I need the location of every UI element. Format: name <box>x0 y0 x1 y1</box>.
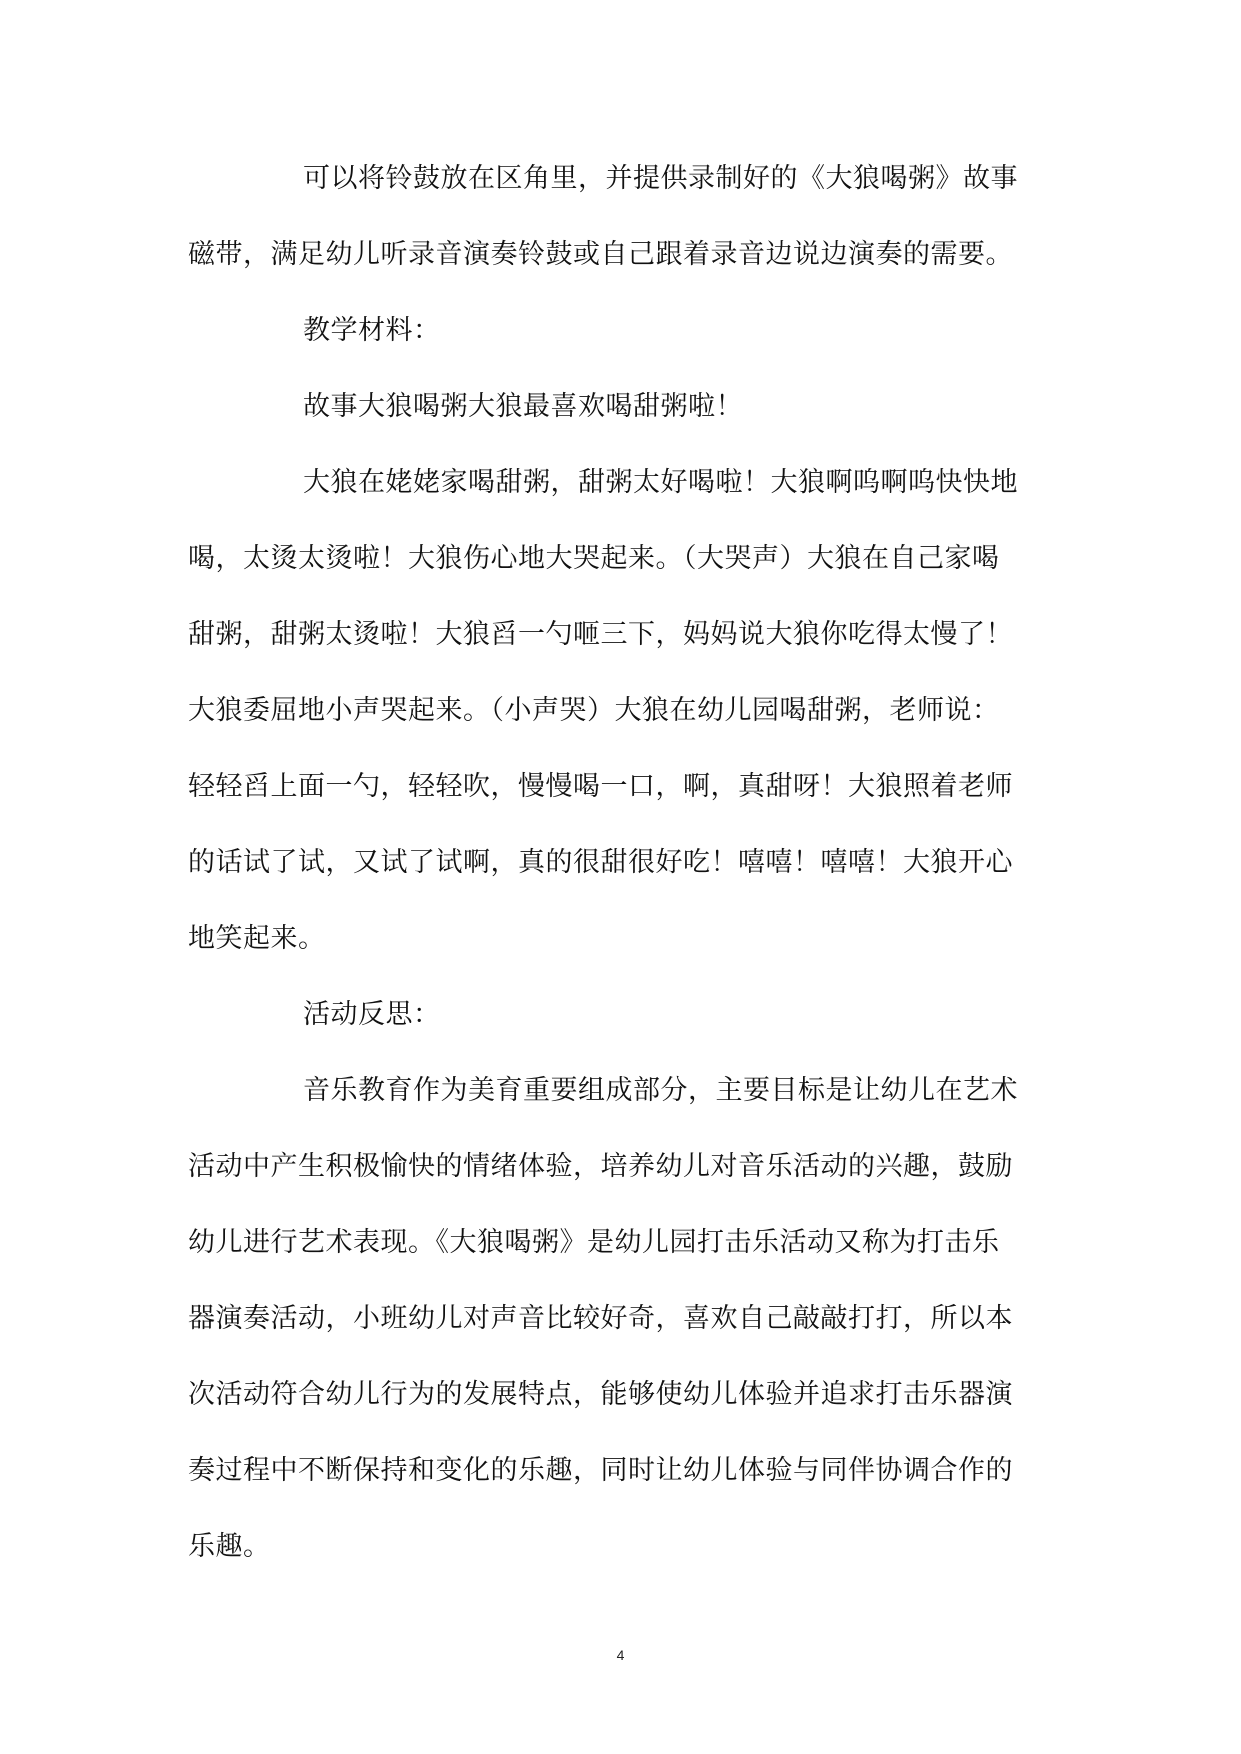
text-line: 大狼委屈地小声哭起来。（小声哭）大狼在幼儿园喝甜粥，老师说： <box>188 695 1000 726</box>
paragraph-story-body <box>188 445 1058 977</box>
text-line: 次活动符合幼儿行为的发展特点，能够使幼儿体验并追求打击乐器演 <box>188 1379 1013 1410</box>
text-line: 甜粥，甜粥太烫啦！大狼舀一勺咂三下，妈妈说大狼你吃得太慢了！ <box>188 619 1013 650</box>
heading-teaching-materials <box>188 293 1058 369</box>
text-line: 的话试了试，又试了试啊，真的很甜很好吃！嘻嘻！嘻嘻！大狼开心 <box>188 847 1013 878</box>
text-line: 乐趣。 <box>188 1531 271 1562</box>
paragraph-story-title <box>188 369 1058 445</box>
body-text <box>188 141 1058 1585</box>
text-line: 幼儿进行艺术表现。《大狼喝粥》是幼儿园打击乐活动又称为打击乐 <box>188 1227 1000 1258</box>
text-line: 轻轻舀上面一勺，轻轻吹，慢慢喝一口，啊，真甜呀！大狼照着老师 <box>188 771 1013 802</box>
text-line: 地笑起来。 <box>188 923 326 954</box>
text-line: 音乐教育作为美育重要组成部分，主要目标是让幼儿在艺术 <box>303 1075 1018 1106</box>
text-line: 奏过程中不断保持和变化的乐趣，同时让幼儿体验与同伴协调合作的 <box>188 1455 1013 1486</box>
text-line: 教学材料： <box>303 315 441 346</box>
text-line: 大狼在姥姥家喝甜粥，甜粥太好喝啦！大狼啊呜啊呜快快地 <box>303 467 1018 498</box>
text-line: 故事大狼喝粥大狼最喜欢喝甜粥啦！ <box>303 391 743 422</box>
text-line: 磁带，满足幼儿听录音演奏铃鼓或自己跟着录音边说边演奏的需要。 <box>188 239 1013 270</box>
text-line: 喝，太烫太烫啦！大狼伤心地大哭起来。（大哭声）大狼在自己家喝 <box>188 543 1000 574</box>
page-number: 4 <box>616 1647 625 1663</box>
text-line: 活动反思： <box>303 999 441 1030</box>
text-line: 可以将铃鼓放在区角里，并提供录制好的《大狼喝粥》故事 <box>303 163 1018 194</box>
paragraph-materials-placement <box>188 141 1058 293</box>
text-line: 活动中产生积极愉快的情绪体验，培养幼儿对音乐活动的兴趣，鼓励 <box>188 1151 1013 1182</box>
paragraph-reflection-body <box>188 1053 1058 1585</box>
text-line: 器演奏活动，小班幼儿对声音比较好奇，喜欢自己敲敲打打，所以本 <box>188 1303 1013 1334</box>
heading-activity-reflection <box>188 977 1058 1053</box>
